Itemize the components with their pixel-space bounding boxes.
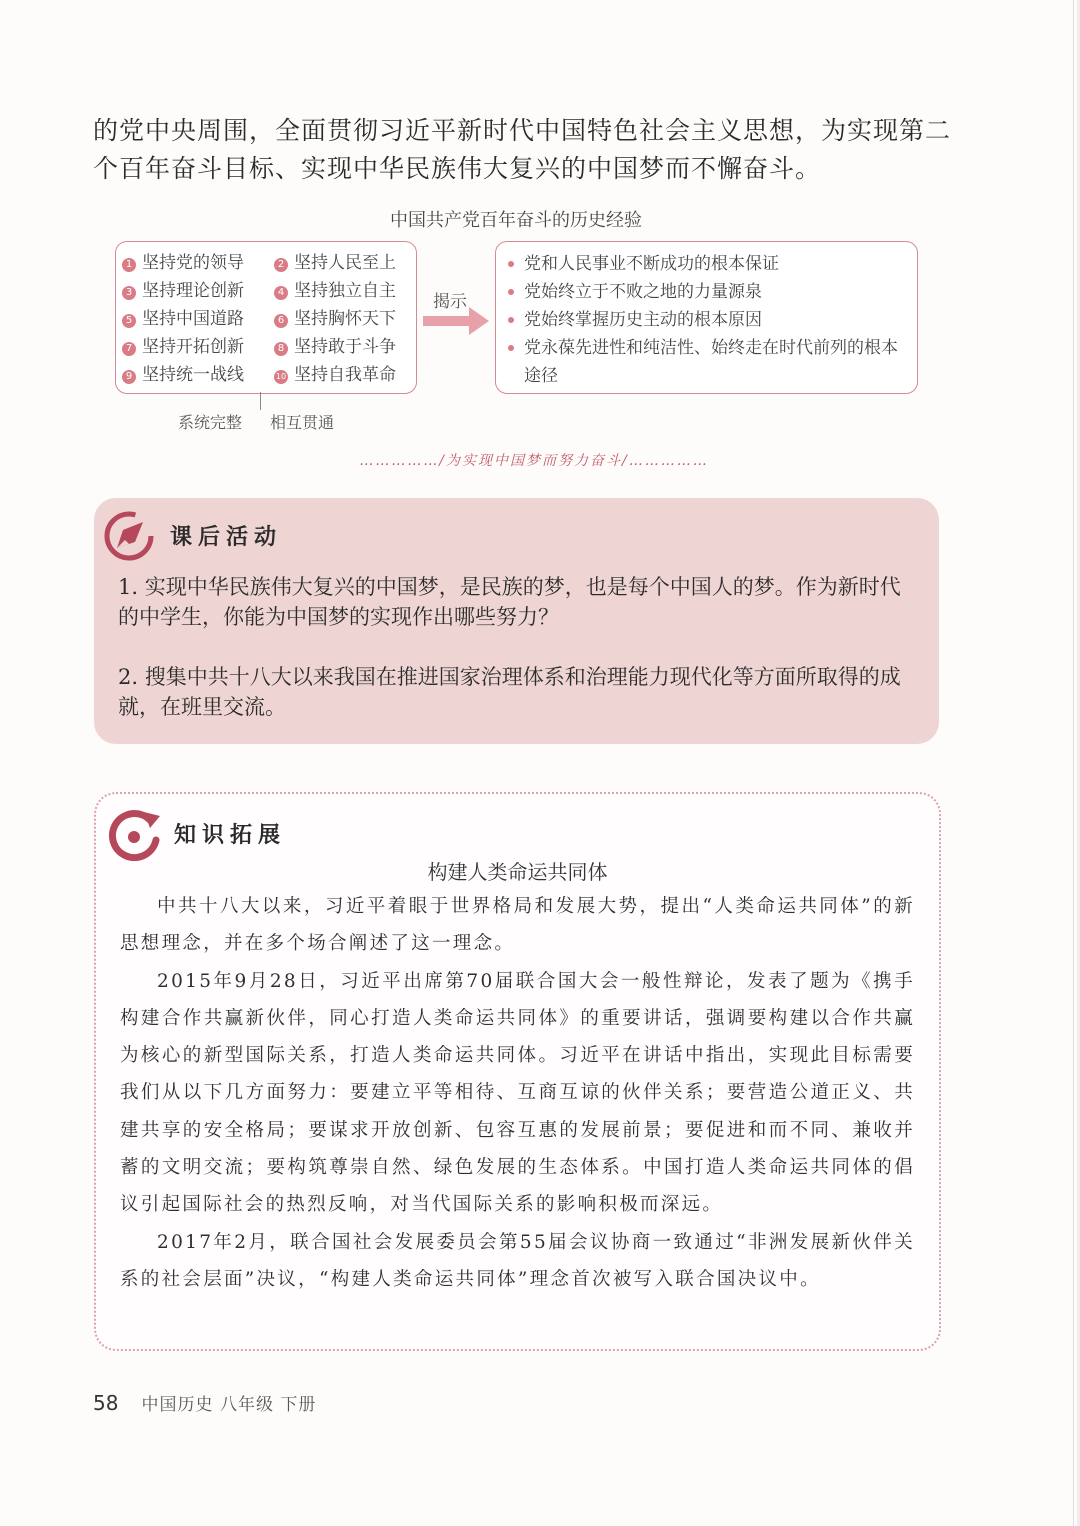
- significance-box: [495, 241, 918, 394]
- knowledge-paragraph: 中共十八大以来，习近平着眼于世界格局和发展大势，提出“人类命运共同体”的新思想理念，并在多个场合阐述了这一理念。: [120, 896, 915, 955]
- experience-item: [122, 252, 274, 274]
- significance-item: 党永葆先进性和纯洁性、始终走在时代前列的根本途径: [506, 334, 911, 390]
- section-divider: ……………/为实现中国梦而努力奋斗/……………: [359, 453, 709, 469]
- number-badge: 6: [274, 314, 288, 328]
- right-arrow-icon: [423, 307, 491, 335]
- number-badge: 10: [274, 370, 288, 384]
- experience-label: 坚持敢于斗争: [294, 337, 396, 357]
- knowledge-body: [120, 888, 915, 1298]
- number-badge: 8: [274, 342, 288, 356]
- knowledge-extension: [94, 792, 941, 1351]
- experience-label: 坚持中国道路: [142, 309, 244, 329]
- page-edge-line: [1073, 0, 1074, 1526]
- number-badge: 7: [122, 342, 136, 356]
- number-badge: 3: [122, 286, 136, 300]
- experience-item: [274, 280, 416, 302]
- intro-paragraph: 的党中央周围，全面贯彻习近平新时代中国特色社会主义思想，为实现第二个百年奋斗目标、实现中华民族伟大复兴的中国梦而不懈奋斗。: [93, 116, 952, 183]
- experience-box: [115, 241, 417, 394]
- number-badge: 9: [122, 370, 136, 384]
- book-title: 中国历史 八年级 下册: [141, 1395, 317, 1415]
- knowledge-paragraph: 2015年9月28日，习近平出席第70届联合国大会一般性辩论，发表了题为《携手构建合作共赢新伙伴，同心打造人类命运共同体》的重要讲话，强调要构建以合作共赢为核心的新型国际关系，打造人类命运共同体。习近平在讲话中指出，实现此目标需要我们从以下几方面努力：要建立平等相待、互商互谅的伙伴关系；要营造公道正义、共建共享的安全格局；要谋求开放创新、包容互惠的发展前景；要促进和而不同、兼收并蓄的文明交流；要构筑尊崇自然、绿色发展的生态体系。中国打造人类命运共同体的倡议引起国际社会的热烈反响，对当代国际关系的影响积极而深远。: [120, 970, 915, 1216]
- page-footer: [93, 1390, 316, 1415]
- experience-label: 坚持人民至上: [294, 253, 396, 273]
- experience-item: [122, 364, 274, 386]
- activity-question-1: 1. 实现中华民族伟大复兴的中国梦，是民族的梦，也是每个中国人的梦。作为新时代的中学生，你能为中国梦的实现作出哪些努力？: [118, 575, 901, 629]
- page-number: 58: [93, 1391, 119, 1415]
- number-badge: 2: [274, 258, 288, 272]
- number-badge: 1: [122, 258, 136, 272]
- knowledge-paragraph: 2017年2月，联合国社会发展委员会第55届会议协商一致通过“非洲发展新伙伴关系的社会层面”决议，“构建人类命运共同体”理念首次被写入联合国决议中。: [120, 1231, 915, 1290]
- number-badge: 5: [122, 314, 136, 328]
- experience-item: [274, 336, 416, 358]
- significance-item: 党和人民事业不断成功的根本保证: [506, 250, 911, 278]
- experience-label: 坚持独立自主: [294, 281, 396, 301]
- knowledge-title: 知识拓展: [174, 823, 287, 848]
- number-badge: 4: [274, 286, 288, 300]
- knowledge-heading: 构建人类命运共同体: [427, 860, 608, 884]
- experience-item: [122, 308, 274, 330]
- experience-item: [122, 280, 274, 302]
- experience-label: 坚持统一战线: [142, 365, 244, 385]
- experience-item: [274, 308, 416, 330]
- arrow-label: 揭示: [433, 292, 467, 312]
- significance-item: 党始终立于不败之地的力量源泉: [506, 278, 911, 306]
- significance-item: 党始终掌握历史主动的根本原因: [506, 306, 911, 334]
- experience-label: 坚持开拓创新: [142, 337, 244, 357]
- experience-item: [122, 336, 274, 358]
- sub-label-left: 系统完整: [178, 413, 243, 432]
- pencil-icon: [103, 510, 155, 562]
- experience-label: 坚持党的领导: [142, 253, 244, 273]
- after-class-activity: [94, 498, 939, 744]
- experience-label: 坚持胸怀天下: [294, 309, 396, 329]
- connector-line: [260, 392, 261, 410]
- experience-label: 坚持理论创新: [142, 281, 244, 301]
- sub-label-right: 相互贯通: [270, 413, 335, 432]
- experience-item: [274, 252, 416, 274]
- activity-question-2: 2. 搜集中共十八大以来我国在推进国家治理体系和治理能力现代化等方面所取得的成就，在班里交流。: [118, 665, 901, 719]
- activity-title: 课后活动: [170, 525, 283, 550]
- experience-item: [274, 364, 416, 386]
- experience-label: 坚持自我革命: [294, 365, 396, 385]
- diagram-title: 中国共产党百年奋斗的历史经验: [390, 210, 642, 231]
